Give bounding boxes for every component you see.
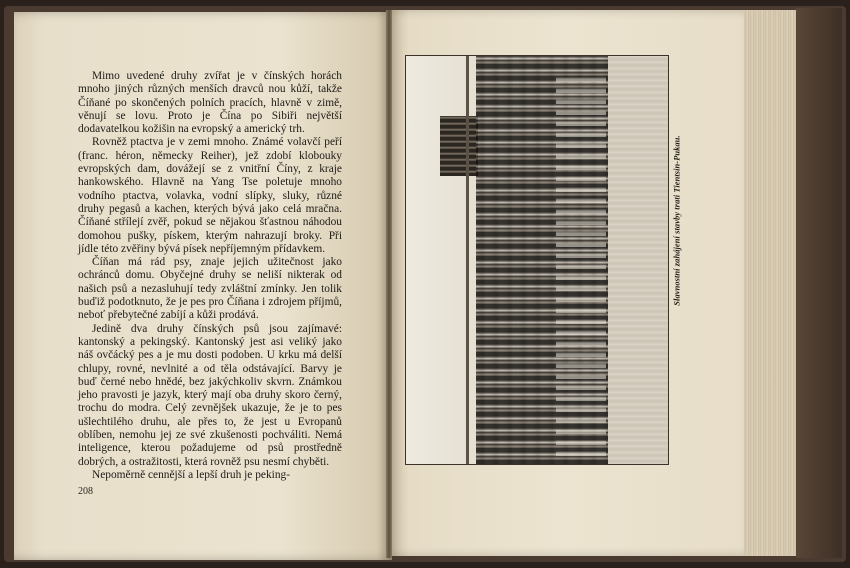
photo-flagpole xyxy=(466,56,469,464)
paragraph: Nepoměrně cennější a lepší druh je peking- xyxy=(92,468,291,481)
paragraph: Číňan má rád psy, znaje jejich užitečnost jako ochránců domu. Obyčejné druhy se neliší nikterak od našich psů a nezasluhují tedy zvláštní zmínky. Jen tolik buďiž podotknuto, že je pes pro Číňana i zdrojem příjmů, neboť přebytečné zabíjí a kůži prodává. xyxy=(78,256,342,322)
paragraph: Jedině dva druhy čínských psů jsou zajímavé: kantonský a pekingský. Kantonský jest asi veliký jako náš ovčácký pes a je mu dosti podoben. U krku má delší chlupy, rovné, nevlnité a od těla odstávající. Barvy je buď černé nebo hnědé, bez jakýchkoliv skvrn. Známkou jeho pravosti je jazyk, který mají oba druhy skoro černý, trochu do modra. Celý zevnějšek ukazuje, že je to pes ušlechtilého druhu, ale přes to, že jest u Evropanů oblíben, nemohu jej ze své zkušenosti pochváliti. Nemá inteligence, kterou požadujeme od psů prostředně dobrých, a ostražitosti, která rovněž psu nesmí chyběti. xyxy=(78,322,342,468)
photo-ground xyxy=(608,56,668,464)
photo-caption-container xyxy=(670,100,684,340)
photo-grandstand xyxy=(440,116,478,176)
left-page-text xyxy=(78,70,342,482)
book-gutter xyxy=(386,10,392,558)
paragraph: Rovněž ptactva je v zemi mnoho. Známé volavčí peří (franc. héron, německy Reiher), jež zdobí klobouky evropských dam, dovážejí se z vnitřní Číny, z kraje hankowského. Hlavně na Yang Tse poletuje mnoho vodního ptactva, volavka, vodní slípky, sluky, různé druhy pegasů a kachen, kterých bývá jako celá mračna. Číňané střílejí zvěř, pokud se nějakou šťastnou náhodou domohou pušky, pískem, kterým nahrazují broky. Při jídle této zvěřiny bývá písek nepříjemným přídavkem. xyxy=(78,136,342,255)
photo-caption: Slavnostní zahájení stavby trati Tientsin-Pukau. xyxy=(672,134,682,306)
cover-edge xyxy=(796,8,842,558)
ceremony-photograph xyxy=(405,55,669,465)
photo-highlights xyxy=(556,76,606,456)
paragraph: Mimo uvedené druhy zvířat je v čínských horách mnoho jiných různých menších dravců nou kůží, takže Číňané po skončených polních pracích, hlavně v zimě, věnují se lovu. Proto je Čína po Sibiři největší dodavatelkou kožišin na evropský a americký trh. xyxy=(78,70,342,136)
page-number: 208 xyxy=(78,486,93,497)
page-edges xyxy=(744,10,796,556)
